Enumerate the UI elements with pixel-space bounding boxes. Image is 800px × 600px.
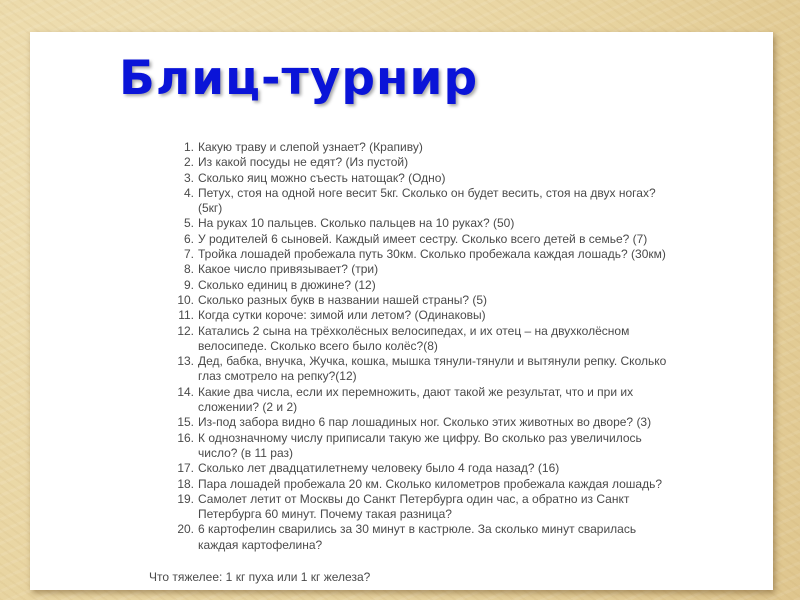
question-number: 5. [183, 216, 194, 231]
question-text: Из-под забора видно 6 пар лошадиных ног. Сколько этих животных во дворе? (3) [198, 415, 652, 430]
question-item [150, 186, 670, 217]
question-text: Сколько единиц в дюжине? (12) [198, 277, 376, 292]
question-number: 13. [177, 354, 194, 369]
question-number: 11. [178, 308, 194, 323]
question-text: У родителей 6 сыновей. Каждый имеет сестру. Сколько всего детей в семье? (7) [198, 231, 648, 246]
question-item [150, 278, 670, 293]
question-text: Дед, бабка, внучка, Жучка, кошка, мышка тянули-тянули и вытянули репку. Сколько глаз смотрело на репку?(12) [198, 354, 667, 384]
question-number: 8. [183, 262, 194, 277]
question-item [150, 155, 670, 170]
question-list [150, 140, 670, 553]
question-text: Пара лошадей пробежала 20 км. Сколько километров пробежала каждая лошадь? [198, 476, 663, 491]
question-number: 14. [177, 384, 194, 399]
question-item [150, 385, 670, 416]
question-number: 17. [177, 461, 194, 476]
question-item [150, 140, 670, 155]
question-item [150, 247, 670, 262]
question-text: К однозначному числу приписали такую же цифру. Во сколько раз увеличилось число? (в 11 раз) [198, 430, 642, 460]
question-item [150, 324, 670, 355]
question-number: 1. [183, 140, 194, 154]
question-text: Сколько разных букв в названии нашей страны? (5) [198, 292, 488, 307]
question-item [150, 477, 670, 492]
question-item [150, 216, 670, 231]
question-number: 9. [183, 277, 194, 292]
question-text: Сколько яиц можно съесть натощак? (Одно) [198, 170, 446, 185]
question-text: Тройка лошадей пробежала путь 30км. Сколько пробежала каждая лошадь? (30км) [198, 247, 666, 262]
question-text: 6 картофелин сварились за 30 минут в кастрюле. За сколько минут сварилась каждая картофелина? [198, 522, 637, 552]
final-question: Что тяжелее: 1 кг пуха или 1 кг железа? [149, 570, 371, 584]
slide-title: Блиц-турнир [119, 51, 479, 106]
question-item [150, 262, 670, 277]
question-item [150, 415, 670, 430]
question-text: Сколько лет двадцатилетнему человеку было 4 года назад? (16) [198, 461, 560, 476]
question-number: 20. [177, 522, 194, 537]
question-number: 10. [177, 292, 194, 307]
question-text: Петух, стоя на одной ноге весит 5кг. Сколько он будет весить, стоя на двух ногах? (5кг) [198, 185, 656, 216]
question-item [150, 522, 670, 553]
question-text: Какую траву и слепой узнает? (Крапиву) [198, 140, 423, 154]
question-number: 18. [177, 476, 194, 491]
question-number: 7. [183, 247, 194, 262]
question-item [150, 293, 670, 308]
question-number: 4. [183, 185, 194, 200]
question-text: Катались 2 сына на трёхколёсных велосипедах, и их отец – на двухколёсном велосипеде. Сколько всего было колёс?(8) [198, 323, 630, 353]
question-text: Когда сутки короче: зимой или летом? (Одинаковы) [198, 308, 486, 323]
question-item [150, 354, 670, 385]
question-text: Какие два числа, если их перемножить, дают такой же результат, что и при их сложении? (2 и 2) [198, 384, 634, 415]
question-number: 16. [177, 430, 194, 445]
question-item [150, 308, 670, 323]
question-number: 2. [183, 155, 194, 170]
question-item [150, 232, 670, 247]
question-number: 3. [183, 170, 194, 185]
question-number: 19. [177, 491, 194, 506]
question-text: Самолет летит от Москвы до Санкт Петербурга один час, а обратно из Санкт Петербурга 60 минут. Почему такая разница? [198, 491, 630, 522]
question-item [150, 492, 670, 523]
question-item [150, 431, 670, 462]
question-text: Какое число привязывает? (три) [198, 262, 379, 277]
question-text: На руках 10 пальцев. Сколько пальцев на 10 руках? (50) [198, 216, 515, 231]
question-number: 6. [183, 231, 194, 246]
question-text: Из какой посуды не едят? (Из пустой) [198, 155, 409, 170]
question-item [150, 461, 670, 476]
question-number: 15. [177, 415, 194, 430]
slide-panel [30, 32, 773, 590]
question-item [150, 171, 670, 186]
question-number: 12. [177, 323, 194, 338]
